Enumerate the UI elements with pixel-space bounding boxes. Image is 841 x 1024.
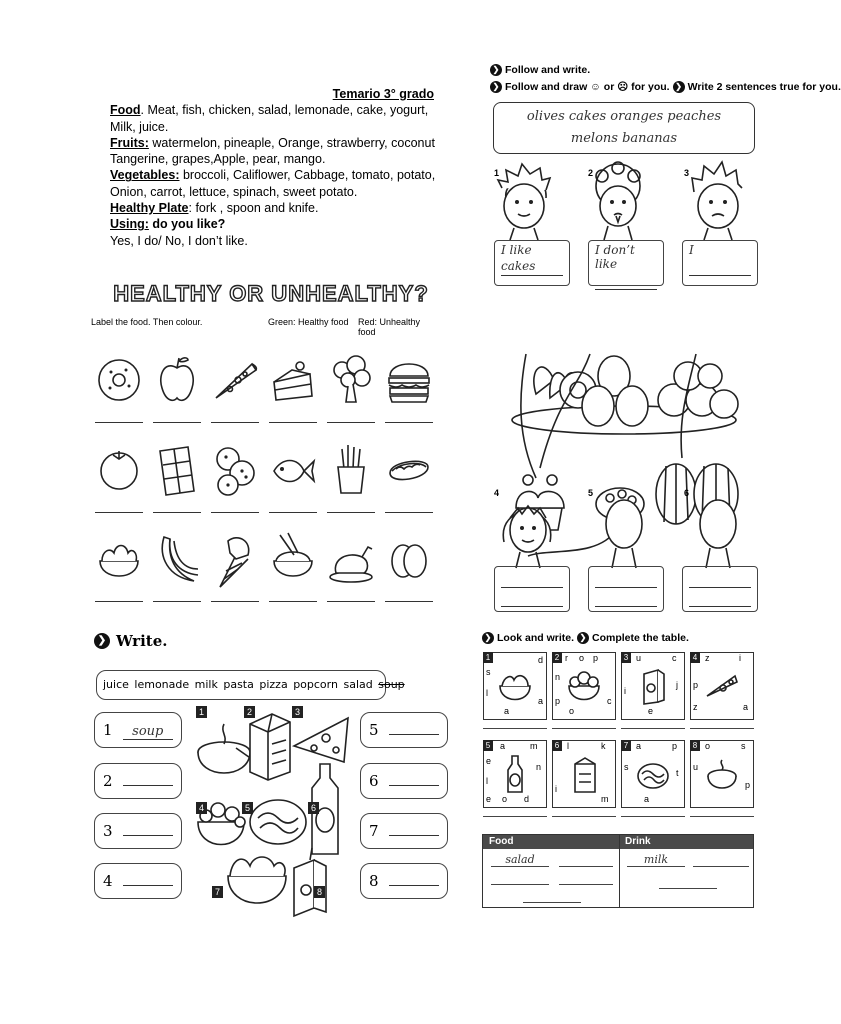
answer-line[interactable] [327,601,375,602]
number-label: 1 [494,168,500,178]
donut-icon [96,352,142,410]
food-cell [380,350,438,439]
food-cell [264,439,322,528]
food-drink-table [482,834,754,908]
food-answer-line[interactable] [559,873,613,885]
salad-bowl-icon [228,857,286,903]
syllabus-line: Yes, I do/ No, I don’t like. [110,233,248,248]
syllabus [110,86,460,249]
picture-number: 5 [242,802,253,814]
answer-line[interactable] [269,422,317,423]
syllabus-line: Milk, juice. [110,119,169,134]
arrow-icon: ❯ [490,81,502,93]
syllabus-line: Fruits: watermelon, pineaple, Orange, strawberry, coconut [110,135,435,150]
answer-slot[interactable]: 3 [94,813,182,849]
burger-icon [386,352,432,410]
syllabus-line: Tangerine, grapes,Apple, pear, mango. [110,152,326,167]
word-bank: olives cakes oranges peaches melons bananas [493,102,755,154]
number-label: 2 [588,168,594,178]
lemonade-bottle-icon [498,754,532,794]
picture-number: 1 [196,706,207,718]
pasta-bowl-icon [250,800,306,844]
food-cell [206,529,264,618]
eggs-icon [386,531,432,589]
answer-line[interactable] [621,728,685,729]
chocolate-icon [154,441,200,499]
arrow-icon: ❯ [673,81,685,93]
apple-icon [154,352,200,410]
children-faces [488,482,760,568]
answer-line[interactable] [483,728,547,729]
follow-draw-instruction: ❯ Follow and draw ☺ or ☹ for you. ❯ Write 2 sentences true for you. [490,81,841,93]
food-cell [322,529,380,618]
soup-bowl-icon [705,754,739,794]
bananas-icon [154,531,200,589]
sentence-box[interactable]: I don’t like [588,240,664,286]
food-cell [322,350,380,439]
food-grid [90,350,438,618]
picture-number: 4 [196,802,207,814]
food-cell [148,350,206,439]
answer-line[interactable] [269,512,317,513]
food-header: Food [483,835,619,849]
letter-card: 2 r o p n p o c [549,652,618,740]
food-cell [206,350,264,439]
letter-card-grid [480,652,756,828]
drink-answer-line[interactable] [659,877,717,889]
picture-number: 8 [314,886,325,898]
number-label: 6 [684,488,690,498]
picture-number: 2 [244,706,255,718]
healthy-unhealthy-worksheet [88,272,440,618]
cookies-icon [212,441,258,499]
arrow-icon: ❯ [94,633,110,649]
pasta-bowl-icon [636,754,670,794]
boy-face-icon [498,164,550,240]
write-title: ❯ Write. [94,632,167,650]
soup-bowl-icon [198,724,256,773]
answer-slot[interactable]: 8 [360,863,448,899]
food-cell [148,439,206,528]
answer-line[interactable] [211,422,259,423]
boy-face-icon [692,162,742,240]
number-label: 5 [588,488,594,498]
rice-bowl-icon [270,531,316,589]
follow-write-worksheet [488,58,841,618]
juice-box-icon [294,848,326,916]
answer-line[interactable] [327,512,375,513]
sentence-box[interactable] [682,566,758,612]
green-label: Green: Healthy food [268,317,349,327]
food-answer-line[interactable] [559,855,613,867]
healthy-unhealthy-banner [113,276,429,310]
answer-line[interactable] [153,422,201,423]
food-cell [264,529,322,618]
food-answer-line[interactable] [523,891,581,903]
arrow-icon: ❯ [482,632,494,644]
juice-box-icon [636,666,670,706]
roast-chicken-icon [328,531,374,589]
answer-line[interactable] [211,601,259,602]
picture-number: 3 [292,706,303,718]
food-cell [380,439,438,528]
answer-slot[interactable]: 2 [94,763,182,799]
number-label: 4 [494,488,500,498]
cake-slice-icon [270,352,316,410]
drink-answer-line[interactable] [693,855,749,867]
food-answer-line[interactable] [491,873,549,885]
pizza-slice-icon [705,666,739,706]
answer-slot[interactable]: 1 soup [94,712,182,748]
answer-line[interactable] [211,512,259,513]
answer-line[interactable] [385,422,433,423]
popcorn-bowl-icon [567,666,601,706]
look-write-worksheet [480,630,756,912]
look-write-instruction: ❯ Look and write. ❯ Complete the table. [482,632,689,644]
blank-face-icon [606,500,642,568]
answer-line[interactable] [690,816,754,817]
letter-card: 8 o s u p [687,740,756,828]
answer-slot[interactable]: 4 [94,863,182,899]
syllabus-title: Temario 3° grado [332,87,434,101]
hotdog-icon [386,441,432,499]
picture-number: 7 [212,886,223,898]
healthy-instruction: Label the food. Then colour. [91,317,203,327]
svg-text:HEALTHY OR UNHEALTHY?: HEALTHY OR UNHEALTHY? [113,281,429,306]
food-cell [322,439,380,528]
red-label: Red: Unhealthy food [358,317,421,337]
letter-card: 6 l k i m [549,740,618,828]
arrow-icon: ❯ [577,632,589,644]
pizza-slice-icon [212,352,258,410]
ice-cream-cone-icon [212,531,258,589]
broccoli-icon [328,352,374,410]
word-bank: juice lemonade milk pasta pizza popcorn salad soup [96,670,386,700]
answer-line[interactable] [95,422,143,423]
syllabus-line: Onion, carrot, lettuce, spinach, sweet potato. [110,184,358,199]
answer-line[interactable] [385,601,433,602]
syllabus-line: Food. Meat, fish, chicken, salad, lemonade, cake, yogurt, [110,103,429,118]
letter-card: 5 a m e n l e o d [480,740,549,828]
food-cell [90,529,148,618]
follow-write-instruction: ❯ Follow and write. [490,64,590,76]
arrow-icon: ❯ [490,64,502,76]
food-cell [264,350,322,439]
blank-face-icon [700,500,736,568]
fries-icon [328,441,374,499]
salad-icon [96,531,142,589]
answer-line[interactable] [153,512,201,513]
number-label: 3 [684,168,690,178]
food-cell [90,439,148,528]
letter-card: 3 u c i j e [618,652,687,740]
struck-word: soup [378,678,405,691]
answer-line[interactable] [95,601,143,602]
syllabus-line: Using: do you like? [110,217,226,232]
tomato-icon [96,441,142,499]
answer-line[interactable] [483,816,547,817]
sentence-box[interactable]: I [682,240,758,286]
pizza-slice-icon [294,718,348,762]
food-cell [90,350,148,439]
sentence-box[interactable] [588,566,664,612]
picture-number: 6 [308,802,319,814]
answer-line[interactable] [621,816,685,817]
letter-card: 1 s d l a a [480,652,549,740]
milk-carton-icon [250,714,290,780]
answer-line[interactable] [153,601,201,602]
drink-answer-line[interactable]: milk [627,855,685,867]
fish-icon [270,441,316,499]
answer-slot[interactable]: 7 [360,813,448,849]
boy-face-icon [596,162,640,240]
sentence-box[interactable]: I like cakes [494,240,570,286]
food-cell [380,529,438,618]
answer-slot[interactable]: 6 [360,763,448,799]
food-answer-line[interactable]: salad [491,855,549,867]
answer-line[interactable] [385,512,433,513]
answer-line[interactable] [327,422,375,423]
syllabus-line: Healthy Plate: fork , spoon and knife. [110,201,319,216]
syllabus-line: Vegetables: broccoli, Califlower, Cabbage, tomato, potato, [110,168,436,183]
write-worksheet [92,630,454,920]
answer-line[interactable] [552,728,616,729]
drink-header: Drink [619,835,753,849]
food-cell [148,529,206,618]
letter-card: 7 a p s t a [618,740,687,828]
answer-line[interactable] [690,728,754,729]
answer-slot[interactable]: 5 [360,712,448,748]
salad-bowl-icon [498,666,532,706]
answer-line[interactable] [95,512,143,513]
sentence-box[interactable] [494,566,570,612]
food-cell [206,439,264,528]
milk-carton-icon [567,754,601,794]
answer-line[interactable] [552,816,616,817]
girl-face-icon [503,506,550,568]
answer-line[interactable] [269,601,317,602]
letter-card: 4 z i p z a [687,652,756,740]
